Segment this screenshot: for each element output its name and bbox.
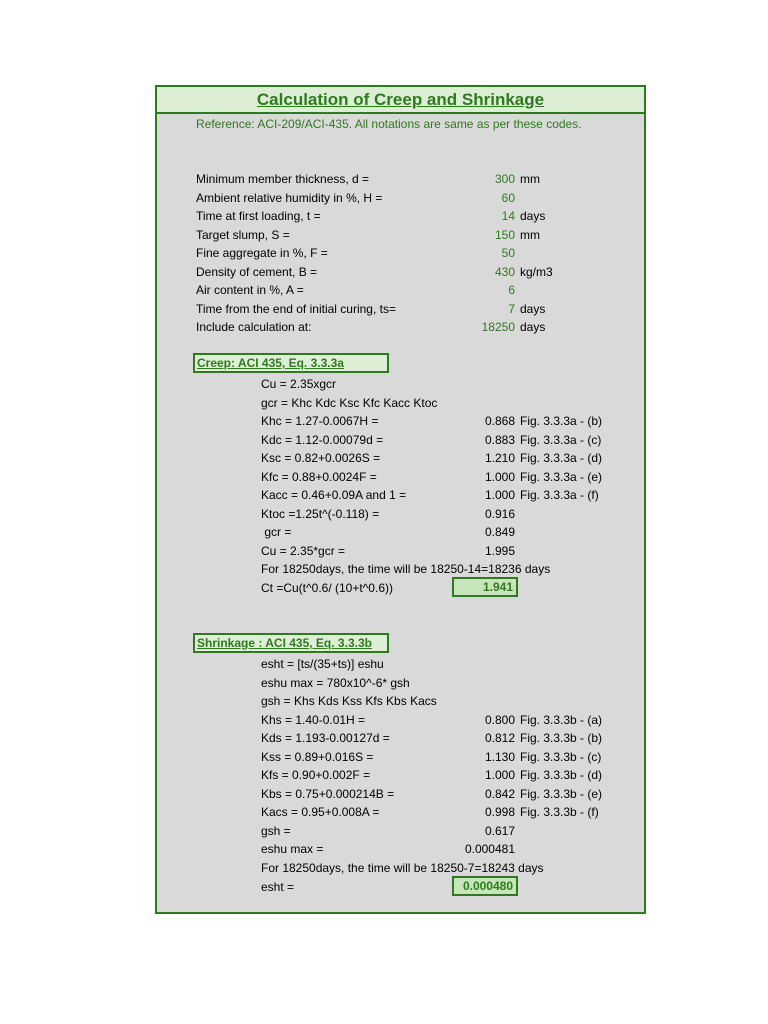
factor-reference: Fig. 3.3.3a - (d) (520, 451, 603, 465)
factor-label: Kss = 0.89+0.016S = (261, 750, 374, 764)
input-value[interactable]: 60 (501, 191, 515, 205)
factor-label: Kds = 1.193-0.00127d = (261, 731, 390, 745)
creep-formula-cu: Cu = 2.35xgcr (261, 377, 337, 391)
factor-reference: Fig. 3.3.3b - (a) (520, 713, 603, 727)
shrinkage-section-heading: Shrinkage : ACI 435, Eq. 3.3.3b (193, 633, 389, 653)
input-label: Fine aggregate in %, F = (196, 246, 328, 260)
factor-label: Kfc = 0.88+0.0024F = (261, 470, 377, 484)
input-label: Time from the end of initial curing, ts= (196, 302, 396, 316)
factor-label: eshu max = (261, 842, 324, 856)
factor-label: Kfs = 0.90+0.002F = (261, 768, 371, 782)
input-label: Air content in %, A = (196, 283, 304, 297)
factor-value: 0.916 (484, 507, 515, 521)
factor-label: Kacs = 0.95+0.008A = (261, 805, 380, 819)
factor-label: gcr = (261, 525, 292, 539)
factor-label: Ktoc =1.25t^(-0.118) = (261, 507, 380, 521)
factor-value: 0.800 (484, 713, 515, 727)
factor-value: 0.998 (484, 805, 515, 819)
reference-note: Reference: ACI-209/ACI-435. All notations are same as per these codes. (196, 117, 582, 131)
input-unit: mm (520, 228, 540, 242)
input-label: Density of cement, B = (196, 265, 318, 279)
factor-value: 0.842 (484, 787, 515, 801)
title-bar (157, 87, 644, 114)
input-value[interactable]: 300 (494, 172, 515, 186)
input-value[interactable]: 150 (494, 228, 515, 242)
factor-value: 1.000 (484, 488, 515, 502)
input-value[interactable]: 14 (501, 209, 515, 223)
input-unit: mm (520, 172, 540, 186)
factor-value: 0.617 (484, 824, 515, 838)
input-value[interactable]: 18250 (481, 320, 515, 334)
input-unit: kg/m3 (520, 265, 553, 279)
factor-reference: Fig. 3.3.3b - (c) (520, 750, 602, 764)
input-label: Minimum member thickness, d = (196, 172, 370, 186)
factor-label: Khs = 1.40-0.01H = (261, 713, 366, 727)
shrinkage-formula-gsh: gsh = Khs Kds Kss Kfs Kbs Kacs (261, 694, 437, 708)
input-unit: days (520, 320, 546, 334)
factor-value: 1.000 (484, 768, 515, 782)
shrinkage-formula-esht: esht = [ts/(35+ts)] eshu (261, 657, 384, 671)
factor-value: 0.000481 (464, 842, 515, 856)
creep-result-value: 1.941 (452, 577, 518, 597)
shrinkage-result-label: esht = (261, 880, 295, 894)
input-label: Time at first loading, t = (196, 209, 321, 223)
factor-reference: Fig. 3.3.3b - (d) (520, 768, 603, 782)
input-value[interactable]: 50 (501, 246, 515, 260)
input-unit: days (520, 209, 546, 223)
input-value[interactable]: 6 (508, 283, 515, 297)
factor-label: Ksc = 0.82+0.0026S = (261, 451, 381, 465)
input-value[interactable]: 430 (494, 265, 515, 279)
factor-label: Cu = 2.35*gcr = (261, 544, 346, 558)
factor-value: 1.000 (484, 470, 515, 484)
shrinkage-formula-eshu: eshu max = 780x10^-6* gsh (261, 676, 410, 690)
factor-reference: Fig. 3.3.3b - (e) (520, 787, 603, 801)
creep-result-label: Ct =Cu(t^0.6/ (10+t^0.6)) (261, 581, 393, 595)
input-value[interactable]: 7 (508, 302, 515, 316)
factor-value: 1.130 (484, 750, 515, 764)
page-title: Calculation of Creep and Shrinkage (256, 90, 545, 109)
calculation-sheet (155, 85, 646, 914)
factor-reference: Fig. 3.3.3a - (c) (520, 433, 602, 447)
factor-reference: Fig. 3.3.3b - (b) (520, 731, 603, 745)
factor-value: 1.210 (484, 451, 515, 465)
shrinkage-time-note: For 18250days, the time will be 18250-7=18243 days (261, 861, 544, 875)
input-label: Ambient relative humidity in %, H = (196, 191, 383, 205)
input-unit: days (520, 302, 546, 316)
factor-label: Kbs = 0.75+0.000214B = (261, 787, 395, 801)
factor-value: 1.995 (484, 544, 515, 558)
creep-section-heading: Creep: ACI 435, Eq. 3.3.3a (193, 353, 389, 373)
factor-value: 0.868 (484, 414, 515, 428)
factor-reference: Fig. 3.3.3a - (e) (520, 470, 603, 484)
creep-formula-gcr: gcr = Khc Kdc Ksc Kfc Kacc Ktoc (261, 396, 438, 410)
factor-value: 0.812 (484, 731, 515, 745)
shrinkage-result-value: 0.000480 (452, 876, 518, 896)
factor-value: 0.883 (484, 433, 515, 447)
input-label: Target slump, S = (196, 228, 290, 242)
factor-value: 0.849 (484, 525, 515, 539)
factor-label: gsh = (261, 824, 291, 838)
input-label: Include calculation at: (196, 320, 312, 334)
creep-time-note: For 18250days, the time will be 18250-14=18236 days (261, 562, 551, 576)
factor-label: Kacc = 0.46+0.09A and 1 = (261, 488, 407, 502)
factor-label: Kdc = 1.12-0.00079d = (261, 433, 384, 447)
factor-reference: Fig. 3.3.3a - (f) (520, 488, 599, 502)
factor-reference: Fig. 3.3.3a - (b) (520, 414, 603, 428)
factor-reference: Fig. 3.3.3b - (f) (520, 805, 599, 819)
factor-label: Khc = 1.27-0.0067H = (261, 414, 379, 428)
